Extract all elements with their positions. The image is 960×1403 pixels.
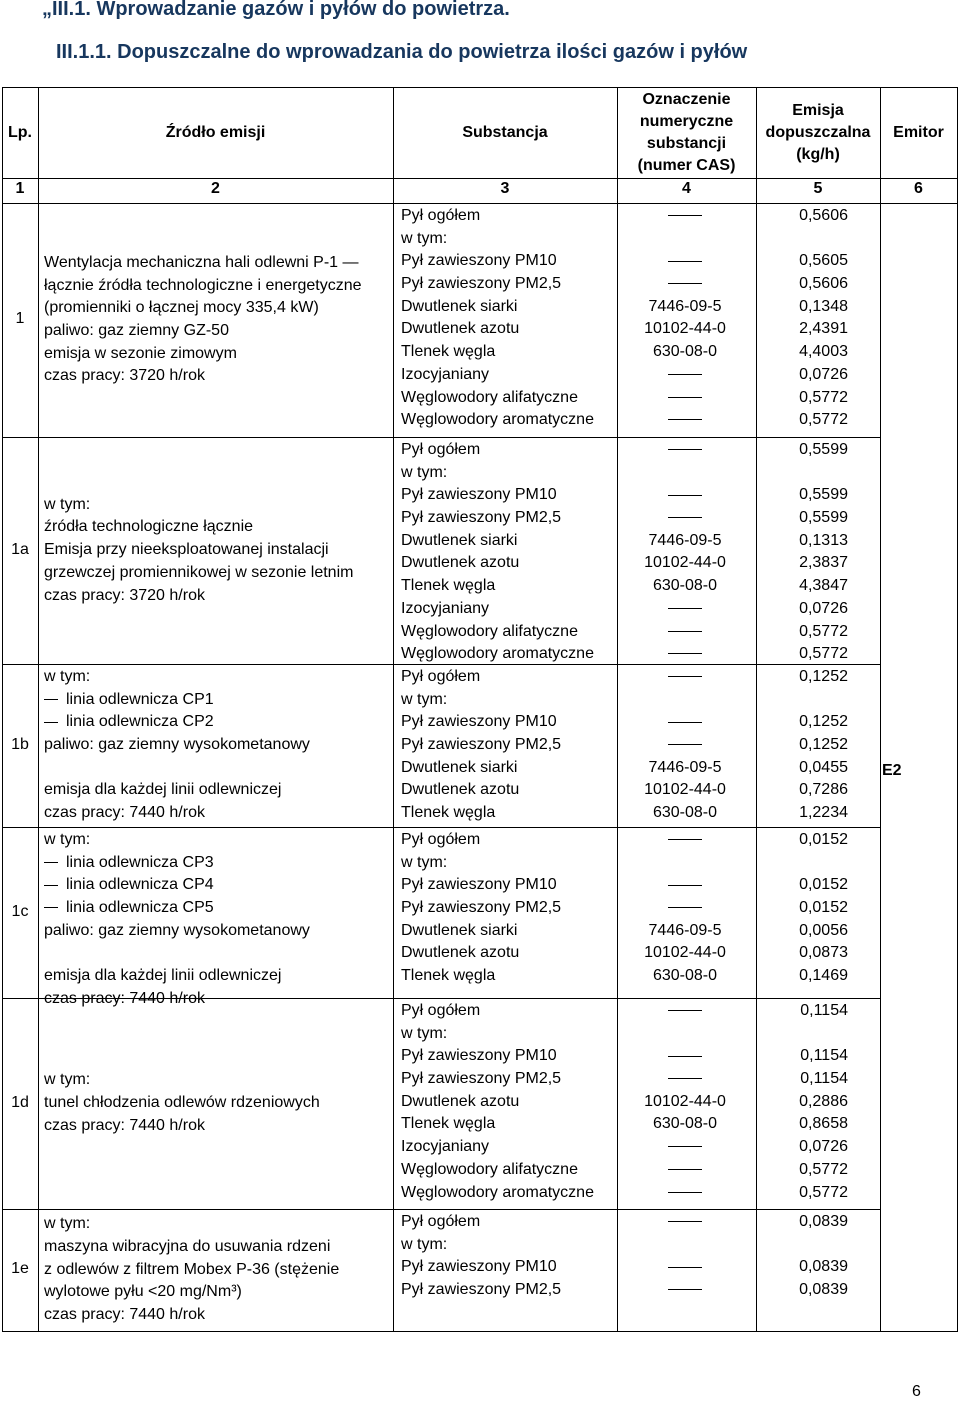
substance-name: Pył ogółem [401,831,481,848]
emission-value: 0,1154 [800,1002,848,1019]
header-lp: Lp. [8,123,32,141]
bullet-dash [44,862,58,863]
emission-value: 0,0056 [799,921,848,939]
none-dash [668,215,702,216]
substance-name: w tym: [401,853,448,871]
subsection-heading: III.1.1. Dopuszczalne do wprowadzania do powietrza ilości gazów i pyłów [56,41,748,63]
none-dash [668,397,702,398]
emission-value: 0,5599 [799,486,848,504]
cas-number: 10102-44-0 [644,944,726,962]
none-dash [668,1192,702,1193]
emission-value: 0,5772 [799,1183,848,1201]
emission-value: 0,1154 [800,1070,848,1088]
emission-value: 0,5772 [799,411,848,429]
emission-value: 0,1348 [799,297,848,315]
substance-name: w tym: [401,1235,448,1253]
cas-list [620,205,750,432]
cas-number: 10102-44-0 [644,1092,726,1110]
emission-value: 0,5599 [799,441,848,458]
source-line: czas pracy: 3720 h/rok [44,586,205,604]
substance-name: Tlenek węgla [401,967,496,985]
source-line: paliwo: gaz ziemny wysokometanowy [44,736,310,754]
none-dash [668,631,702,632]
emission-value: 0,5772 [799,645,848,663]
source-text: linia odlewnicza CP2 [66,713,214,731]
emission-value: 0,0839 [799,1281,848,1299]
table-rule [2,87,3,1331]
cas-list [620,1211,750,1302]
cas-number [620,205,750,228]
substance-name: Tlenek węgla [401,577,496,595]
cas-number [620,1159,750,1182]
source-description [44,829,310,1011]
row-number: 1d [11,1093,29,1111]
substance-name: Pył ogółem [401,668,481,685]
source-line [44,711,310,734]
row-number: 1b [11,735,29,753]
cas-number [620,1136,750,1159]
cas-number [620,1182,750,1205]
emission-value [770,1023,848,1046]
none-dash [668,653,702,654]
source-line: w tym: [44,495,91,513]
source-line: paliwo: gaz ziemny GZ-50 [44,321,229,339]
bullet-dash [44,699,58,700]
emission-value: 0,5606 [799,275,848,293]
cas-list [620,439,750,666]
header-emission-line: Emisja [792,101,844,119]
substance-name: Tlenek węgla [401,343,496,361]
substance-name: w tym: [401,463,448,481]
cas-number [620,364,750,387]
source-line: czas pracy: 7440 h/rok [44,989,205,1007]
emission-value: 0,0839 [799,1213,848,1230]
cas-number [620,1234,750,1257]
table-rule [756,87,757,1331]
column-number: 4 [682,180,691,197]
substance-name: Tlenek węgla [401,1115,496,1133]
substance-name: Pył ogółem [401,207,481,224]
header-emission [756,100,880,166]
source-line [44,942,310,965]
emission-value [770,1234,848,1257]
emission-list [770,829,848,988]
cas-number [620,621,750,644]
emission-list [770,1000,848,1204]
none-dash [668,907,702,908]
header-cas-line: substancji [646,134,727,152]
substance-name: Węglowodory aromatyczne [401,1183,594,1201]
emission-value: 0,1252 [799,668,848,685]
none-dash [668,261,702,262]
emission-value: 0,0873 [799,944,848,962]
none-dash [668,839,702,840]
source-line: emisja w sezonie zimowym [44,344,237,362]
substance-name: Węglowodory alifatyczne [401,1160,578,1178]
bullet-dash [44,907,58,908]
emission-value: 0,0152 [799,876,848,894]
bullet-dash [44,722,58,723]
substance-name: Izocyjaniany [401,1138,490,1156]
emission-value: 0,5606 [799,207,848,224]
table-rule [38,87,39,1331]
substance-name: Pył zawieszony PM2,5 [401,736,562,754]
header-cas-line: Oznaczenie [642,90,731,108]
substance-name: Pył ogółem [401,441,481,458]
column-number: 2 [211,180,220,197]
emission-value: 0,8658 [799,1115,848,1133]
row-number: 1c [11,902,29,920]
none-dash [668,1267,702,1268]
cas-number [620,273,750,296]
emission-value: 0,0455 [799,758,848,776]
cas-number: 630-08-0 [652,804,718,822]
emission-value: 1,2234 [799,804,848,822]
table-rule [2,203,958,204]
source-line: w tym: [44,1071,91,1089]
emission-value: 2,4391 [799,320,848,338]
substance-name: Dwutlenek azotu [401,944,520,962]
none-dash [668,744,702,745]
none-dash [668,374,702,375]
emission-value: 0,0152 [799,899,848,917]
none-dash [668,495,702,496]
none-dash [668,449,702,450]
cas-number [620,897,750,920]
substance-name: Pył zawieszony PM10 [401,1047,557,1065]
substance-name: Pył zawieszony PM2,5 [401,275,562,293]
emission-value: 0,1313 [799,531,848,549]
column-number: 3 [500,180,510,197]
none-dash [668,1169,702,1170]
emission-value: 0,0726 [799,365,848,383]
none-dash [668,1056,702,1057]
emission-value: 0,0726 [799,1138,848,1156]
column-number: 1 [15,180,25,197]
bullet-dash [44,885,58,886]
cas-number [620,852,750,875]
row-number: 1a [11,540,29,558]
row-number: 1 [15,310,25,327]
emission-value: 4,4003 [799,343,848,361]
source-line [44,689,310,712]
none-dash [668,419,702,420]
emission-value: 0,0152 [799,831,848,848]
substance-list [401,1000,594,1204]
cas-number [620,507,750,530]
cas-list [620,1000,750,1204]
emission-list [770,205,848,432]
none-dash [668,1010,702,1011]
page-number: 6 [912,1383,921,1400]
source-line: tunel chłodzenia odlewów rdzeniowych [44,1094,320,1112]
table-rule [2,178,958,179]
substance-name: Pył ogółem [401,1213,481,1230]
column-number: 6 [914,180,923,197]
none-dash [668,517,702,518]
cas-number: 7446-09-5 [648,531,722,549]
source-text: linia odlewnicza CP1 [66,690,214,708]
cas-number [620,666,750,689]
source-line: grzewczej promiennikowej w sezonie letnim [44,563,354,581]
header-emitter: Emitor [893,123,944,141]
cas-number [620,1045,750,1068]
substance-name: Dwutlenek azotu [401,1092,520,1110]
header-emission-line: dopuszczalna [765,123,871,141]
table-rule [2,827,881,828]
table-rule [2,87,958,88]
source-line [44,874,310,897]
emission-value: 0,1252 [799,736,848,754]
source-line: emisja dla każdej linii odlewniczej [44,781,282,799]
emission-value: 0,5772 [799,388,848,406]
header-source: Źródło emisji [165,123,266,141]
source-line: Wentylacja mechaniczna hali odlewni P-1 — [44,253,359,271]
cas-number: 7446-09-5 [648,921,722,939]
substance-list [401,666,561,825]
source-line: czas pracy: 7440 h/rok [44,1116,205,1134]
cas-number: 630-08-0 [652,1115,718,1133]
none-dash [668,1289,702,1290]
none-dash [668,1078,702,1079]
cas-number [620,598,750,621]
substance-name: Dwutlenek azotu [401,320,520,338]
substance-list [401,439,594,666]
table-rule [880,87,881,1331]
source-line: łącznie źródła technologiczne i energetyczne [44,276,362,294]
cas-number [620,1211,750,1234]
emission-value: 0,1469 [799,967,848,985]
substance-name: Dwutlenek azotu [401,781,520,799]
substance-list [401,205,594,432]
column-number: 5 [813,180,823,197]
emission-value [770,852,848,875]
cas-list [620,829,750,988]
none-dash [668,676,702,677]
emission-value: 0,1252 [799,713,848,731]
substance-name: Pył zawieszony PM10 [401,713,557,731]
emission-list [770,666,848,825]
substance-name: Dwutlenek azotu [401,554,520,572]
cas-number [620,1023,750,1046]
source-line: w tym: [44,668,91,686]
table-rule [393,87,394,1331]
substance-name: Pył zawieszony PM10 [401,252,557,270]
cas-number: 630-08-0 [652,343,718,361]
emission-value: 2,3837 [799,554,848,572]
emission-value [770,689,848,712]
substance-name: Izocyjaniany [401,599,490,617]
cas-number [620,228,750,251]
source-line: emisja dla każdej linii odlewniczej [44,967,282,985]
cas-number [620,711,750,734]
emission-value: 0,5599 [799,509,848,527]
cas-number: 7446-09-5 [648,297,722,315]
source-description [44,252,362,388]
table-rule [617,87,618,1331]
substance-list [401,829,561,988]
emission-value: 0,0726 [799,599,848,617]
source-text: linia odlewnicza CP5 [66,899,214,917]
none-dash [668,1146,702,1147]
emission-list [770,439,848,666]
cas-number [620,1279,750,1302]
cas-number [620,1000,750,1023]
emission-value: 4,3847 [799,577,848,595]
emission-value: 0,7286 [799,781,848,799]
substance-name: Dwutlenek siarki [401,531,518,549]
cas-number: 10102-44-0 [644,554,726,572]
row-number: 1e [11,1260,29,1277]
source-line: z odlewów z filtrem Mobex P-36 (stężenie [44,1260,340,1278]
substance-name: Pył zawieszony PM2,5 [401,1070,562,1088]
substance-name: w tym: [401,1024,448,1042]
substance-name: Pył zawieszony PM10 [401,486,557,504]
cas-number: 10102-44-0 [644,781,726,799]
emission-value: 0,1154 [800,1047,848,1065]
header-substance: Substancja [462,123,548,141]
cas-number [620,1068,750,1091]
source-line: czas pracy: 7440 h/rok [44,804,205,822]
none-dash [668,608,702,609]
substance-name: Pył zawieszony PM2,5 [401,509,562,527]
source-line: czas pracy: 7440 h/rok [44,1306,205,1323]
source-line [44,852,310,875]
source-description [44,666,310,825]
section-heading: „III.1. Wprowadzanie gazów i pyłów do powietrza. [42,0,510,20]
emitter-value: E2 [882,762,902,779]
header-cas [617,89,756,177]
emission-value: 0,5605 [799,252,848,270]
substance-name: Pył ogółem [401,1002,481,1019]
substance-name: w tym: [401,690,448,708]
substance-name: Tlenek węgla [401,804,496,822]
cas-number [620,689,750,712]
header-cas-line: (numer CAS) [637,156,736,174]
cas-number [620,1256,750,1279]
substance-name: Węglowodory alifatyczne [401,622,578,640]
substance-name: Węglowodory aromatyczne [401,645,594,663]
cas-number [620,874,750,897]
source-line: maszyna wibracyjna do usuwania rdzeni [44,1237,331,1255]
substance-name: Pył zawieszony PM10 [401,1258,557,1276]
source-description [44,1213,339,1326]
source-description [44,1069,320,1137]
cas-number [620,462,750,485]
cas-number [620,409,750,432]
cas-number [620,439,750,462]
source-text: linia odlewnicza CP3 [66,853,214,871]
source-line: wylotowe pyłu <20 mg/Nm³) [44,1283,242,1301]
source-line: czas pracy: 3720 h/rok [44,367,205,385]
none-dash [668,885,702,886]
cas-number [620,250,750,273]
cas-number [620,387,750,410]
source-line: źródła technologiczne łącznie [44,518,254,536]
emission-value: 0,5772 [799,1160,848,1178]
emission-value [770,228,848,251]
emission-list [770,1211,848,1302]
substance-name: Pył zawieszony PM2,5 [401,899,562,917]
substance-name: Dwutlenek siarki [401,758,518,776]
none-dash [668,283,702,284]
table-rule [957,87,958,1331]
substance-name: w tym: [401,229,448,247]
emission-value: 0,2886 [799,1092,848,1110]
cas-number: 10102-44-0 [644,320,726,338]
cas-number: 7446-09-5 [648,758,722,776]
none-dash [668,722,702,723]
source-line [44,897,310,920]
source-text: linia odlewnicza CP4 [66,876,214,894]
cas-number [620,829,750,852]
table-rule [2,437,881,438]
source-line: w tym: [44,1215,91,1233]
emission-value: 0,0839 [799,1258,848,1276]
table-rule [2,1209,881,1210]
cas-number [620,484,750,507]
cas-number: 630-08-0 [652,967,718,985]
cas-number [620,643,750,666]
cas-list [620,666,750,825]
substance-name: Pył zawieszony PM2,5 [401,1281,562,1299]
substance-list [401,1211,561,1302]
substance-name: Węglowodory aromatyczne [401,411,594,429]
source-line: paliwo: gaz ziemny wysokometanowy [44,921,310,939]
source-line: w tym: [44,831,91,848]
cas-number [620,734,750,757]
substance-name: Węglowodory alifatyczne [401,388,578,406]
source-description [44,494,353,607]
emission-value: 0,5772 [799,622,848,640]
substance-name: Izocyjaniany [401,365,490,383]
source-line [44,757,310,780]
substance-name: Pył zawieszony PM10 [401,876,557,894]
header-cas-line: numeryczne [639,112,734,130]
none-dash [668,1221,702,1222]
table-rule [2,1331,958,1332]
substance-name: Dwutlenek siarki [401,921,518,939]
source-line: Emisja przy nieeksploatowanej instalacji [44,541,329,559]
emission-value [770,462,848,485]
cas-number: 630-08-0 [652,577,718,595]
substance-name: Dwutlenek siarki [401,297,518,315]
header-emission-line: (kg/h) [796,145,840,163]
source-line: (promienniki o łącznej mocy 335,4 kW) [44,299,319,317]
